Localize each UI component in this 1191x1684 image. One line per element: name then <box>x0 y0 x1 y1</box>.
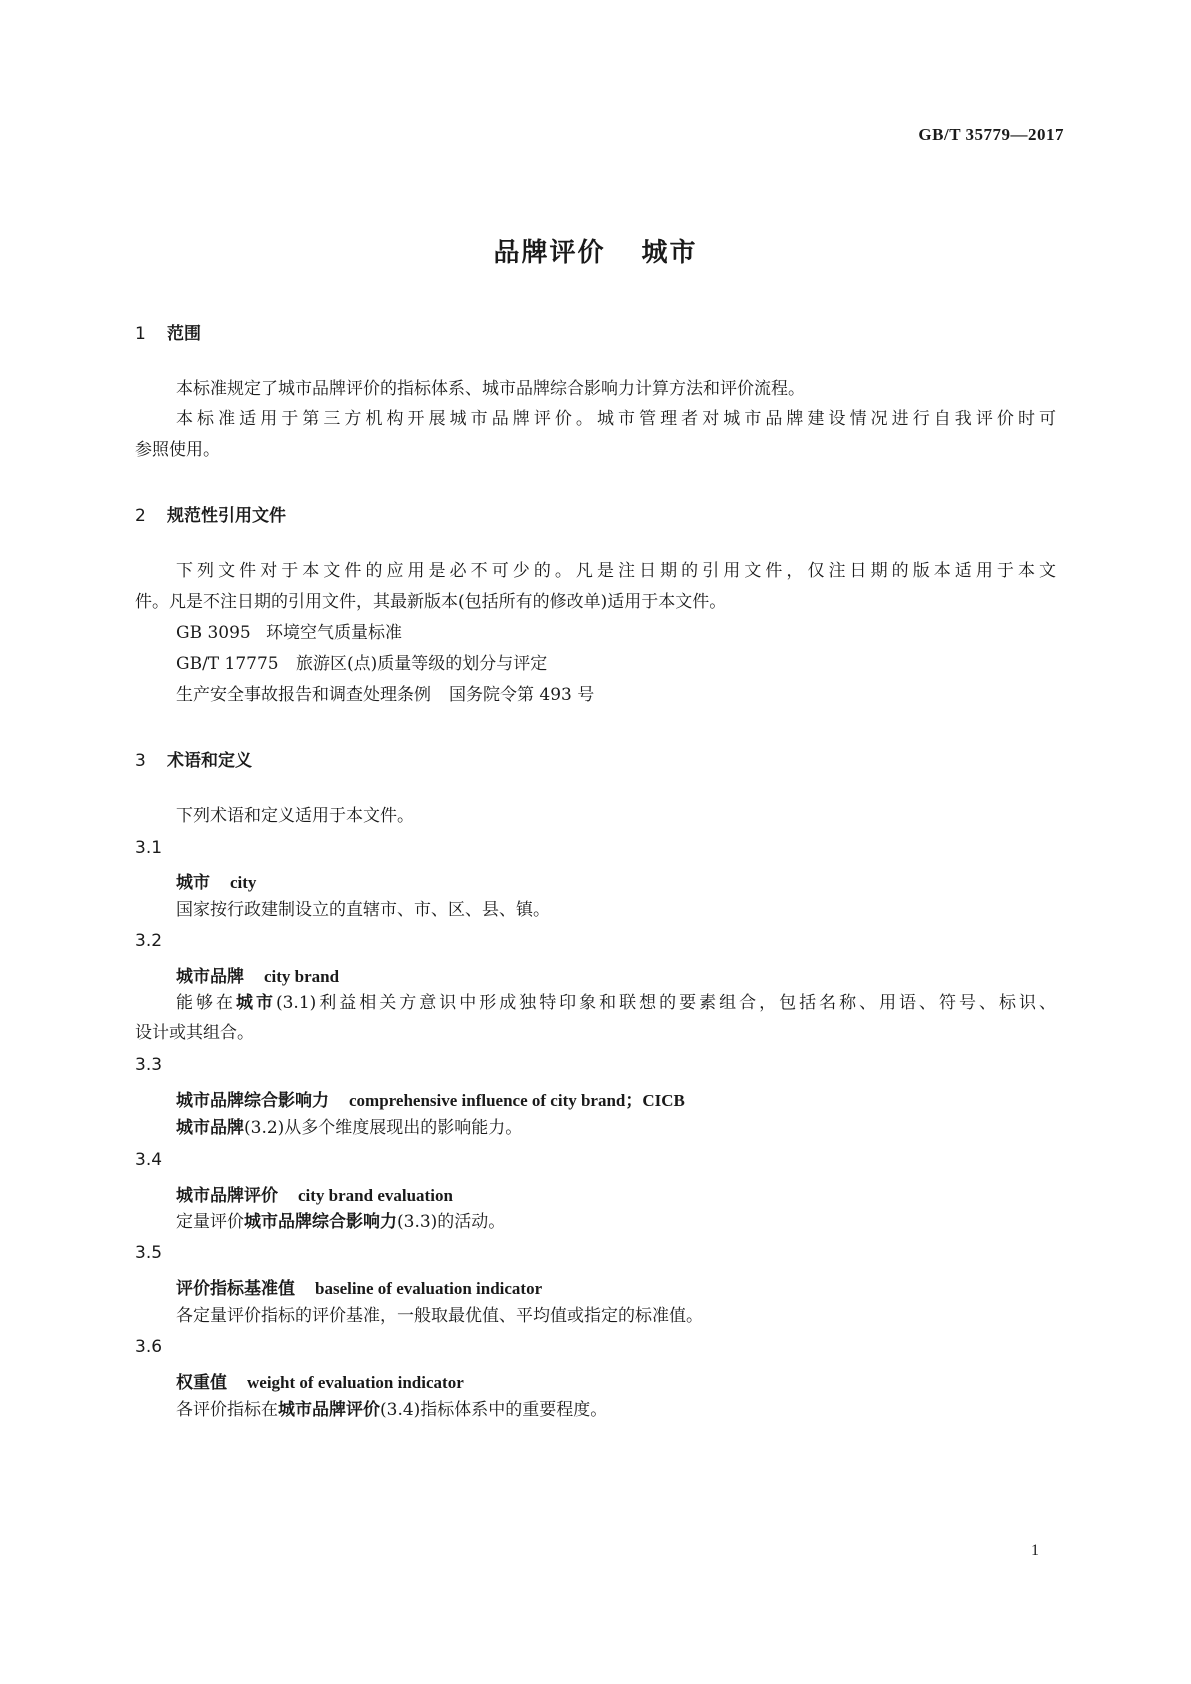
term-zh: 城市品牌综合影响力 <box>176 1091 329 1111</box>
term-zh: 评价指标基准值 <box>176 1279 295 1299</box>
term-definition: 国家按行政建制设立的直辖市、市、区、县、镇。 <box>176 900 550 920</box>
term-zh: 城市 <box>176 873 210 893</box>
reference-item <box>176 684 594 706</box>
section-heading-normative-references <box>135 501 286 526</box>
term-number: 3.3 <box>135 1055 163 1075</box>
term-en: weight of evaluation indicator <box>247 1373 464 1392</box>
term-en: baseline of evaluation indicator <box>315 1279 543 1298</box>
term-zh: 城市品牌 <box>176 967 244 987</box>
term-definition <box>176 992 1056 1014</box>
section-title: 术语和定义 <box>167 751 252 771</box>
term-number: 3.2 <box>135 931 163 951</box>
reference-title: 环境空气质量标准 <box>266 623 402 643</box>
term-en: city brand <box>264 967 340 986</box>
standard-code: GB/T 35779—2017 <box>918 125 1064 144</box>
paragraph-continuation: 参照使用。 <box>135 440 220 460</box>
term-heading <box>176 1368 464 1393</box>
term-cross-reference: 城市品牌 <box>176 1118 244 1138</box>
term-en: city <box>230 873 257 892</box>
document-title <box>0 232 1191 269</box>
paragraph: 本标准规定了城市品牌评价的指标体系、城市品牌综合影响力计算方法和评价流程。 <box>176 379 805 399</box>
section-number: 3 <box>135 751 146 771</box>
section-title: 范围 <box>167 324 201 344</box>
term-cross-reference: 城市品牌评价 <box>278 1400 380 1420</box>
term-definition-continuation: 设计或其组合。 <box>135 1023 254 1043</box>
reference-code: GB/T 17775 <box>176 654 279 674</box>
page-number: 1 <box>1031 1542 1039 1559</box>
term-definition <box>176 1117 522 1139</box>
section-heading-scope <box>135 319 201 344</box>
term-heading <box>176 868 256 893</box>
term-heading <box>176 962 339 987</box>
definition-text: (3.4)指标体系中的重要程度。 <box>380 1400 608 1420</box>
reference-item <box>176 653 547 675</box>
term-number: 3.1 <box>135 838 163 858</box>
term-en: comprehensive influence of city brand；CICB <box>349 1091 685 1110</box>
paragraph-continuation: 件。凡是不注日期的引用文件，其最新版本(包括所有的修改单)适用于本文件。 <box>135 592 727 612</box>
term-en: city brand evaluation <box>298 1186 453 1205</box>
section-title: 规范性引用文件 <box>167 506 286 526</box>
definition-text: (3.3)的活动。 <box>397 1212 506 1232</box>
title-part-1: 品牌评价 <box>493 238 606 268</box>
term-heading <box>176 1274 542 1299</box>
section-heading-terms-definitions <box>135 746 252 771</box>
term-zh: 权重值 <box>176 1373 227 1393</box>
paragraph: 下列文件对于本文件的应用是必不可少的。凡是注日期的引用文件，仅注日期的版本适用于本文 <box>176 561 1056 581</box>
section-number: 1 <box>135 324 146 344</box>
definition-text: 能够在 <box>176 993 236 1013</box>
section-number: 2 <box>135 506 146 526</box>
term-zh: 城市品牌评价 <box>176 1186 278 1206</box>
term-heading <box>176 1181 453 1206</box>
term-cross-reference: 城市 <box>235 993 276 1013</box>
term-cross-reference: 城市品牌综合影响力 <box>244 1212 397 1232</box>
term-heading <box>176 1086 685 1111</box>
reference-title: 国务院令第 493 号 <box>449 685 595 705</box>
term-number: 3.5 <box>135 1243 163 1263</box>
paragraph: 本标准适用于第三方机构开展城市品牌评价。城市管理者对城市品牌建设情况进行自我评价时可 <box>176 409 1056 429</box>
definition-text: 各评价指标在 <box>176 1400 278 1420</box>
definition-text: (3.1)利益相关方意识中形成独特印象和联想的要素组合，包括名称、用语、符号、标识、 <box>275 993 1057 1013</box>
term-number: 3.6 <box>135 1337 163 1357</box>
reference-title: 旅游区(点)质量等级的划分与评定 <box>296 654 548 674</box>
term-definition <box>176 1211 505 1233</box>
definition-text: (3.2)从多个维度展现出的影响能力。 <box>244 1118 523 1138</box>
reference-code: GB 3095 <box>176 623 251 643</box>
term-number: 3.4 <box>135 1150 163 1170</box>
reference-item <box>176 622 402 644</box>
term-definition: 各定量评价指标的评价基准，一般取最优值、平均值或指定的标准值。 <box>176 1306 703 1326</box>
title-part-2: 城市 <box>641 238 698 268</box>
term-definition <box>176 1399 607 1421</box>
definition-text: 定量评价 <box>176 1212 244 1232</box>
paragraph: 下列术语和定义适用于本文件。 <box>176 806 414 826</box>
reference-code: 生产安全事故报告和调查处理条例 <box>176 685 431 705</box>
